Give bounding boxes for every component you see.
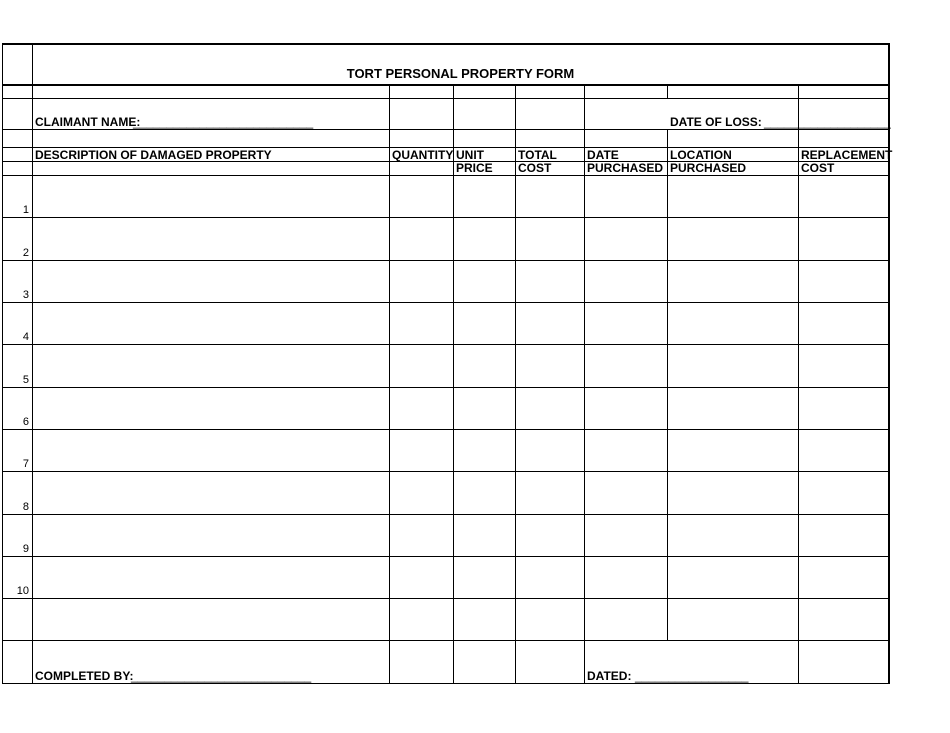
rule — [2, 429, 888, 430]
col-divider — [584, 85, 585, 683]
date-of-loss-label: DATE OF LOSS: — [670, 115, 762, 129]
date-of-loss-field[interactable]: ___________________ — [764, 115, 891, 129]
frame-right — [888, 43, 890, 684]
rule — [2, 387, 888, 388]
claimant-name-field[interactable]: ___________________________ — [133, 115, 314, 129]
rule — [2, 217, 888, 218]
header-location-purchased-1: LOCATION — [670, 148, 732, 162]
completed-by-label: COMPLETED BY: — [35, 669, 134, 683]
col-divider — [667, 129, 668, 641]
frame-top — [2, 43, 890, 45]
row-number-1: 1 — [22, 204, 29, 216]
col-divider — [515, 85, 516, 683]
row-number-9: 9 — [22, 543, 29, 555]
rule — [2, 556, 888, 557]
header-date-purchased-2: PURCHASED — [587, 161, 664, 175]
rule — [2, 260, 888, 261]
rule — [2, 598, 888, 599]
rule — [2, 175, 888, 176]
number-column-divider — [32, 43, 33, 684]
claimant-name-label: CLAIMANT NAME: — [35, 115, 141, 129]
col-divider — [798, 85, 799, 683]
header-replacement-cost-1: REPLACEMENT — [801, 148, 893, 162]
frame-bottom — [2, 683, 890, 684]
row-number-4: 4 — [22, 331, 29, 343]
rule — [2, 471, 888, 472]
title-divider — [2, 84, 890, 86]
header-unit-price-2: PRICE — [456, 161, 493, 175]
row-number-6: 6 — [22, 416, 29, 428]
dated-field[interactable]: _________________ — [635, 669, 749, 683]
row-number-7: 7 — [22, 458, 29, 470]
rule — [2, 98, 888, 99]
header-date-purchased-1: DATE — [587, 148, 619, 162]
header-total-cost-1: TOTAL — [518, 148, 557, 162]
rule — [2, 640, 888, 641]
header-total-cost-2: COST — [518, 161, 552, 175]
header-replacement-cost-2: COST — [801, 161, 835, 175]
header-description: DESCRIPTION OF DAMAGED PROPERTY — [35, 148, 272, 162]
header-location-purchased-2: PURCHASED — [670, 161, 747, 175]
row-number-8: 8 — [22, 501, 29, 513]
dated-label: DATED: — [587, 669, 632, 683]
rule — [2, 302, 888, 303]
row-number-3: 3 — [22, 289, 29, 301]
row-number-10: 10 — [16, 585, 29, 597]
row-number-2: 2 — [22, 247, 29, 259]
completed-by-field[interactable]: ___________________________ — [131, 669, 312, 683]
rule — [2, 129, 888, 130]
col-divider — [453, 85, 454, 683]
header-unit-price-1: UNIT — [456, 148, 484, 162]
col-divider — [667, 85, 668, 99]
row-number-5: 5 — [22, 374, 29, 386]
col-divider — [389, 85, 390, 683]
rule — [2, 514, 888, 515]
rule — [2, 344, 888, 345]
header-quantity: QUANTITY — [392, 148, 454, 162]
form-title: TORT PERSONAL PROPERTY FORM — [346, 66, 575, 81]
